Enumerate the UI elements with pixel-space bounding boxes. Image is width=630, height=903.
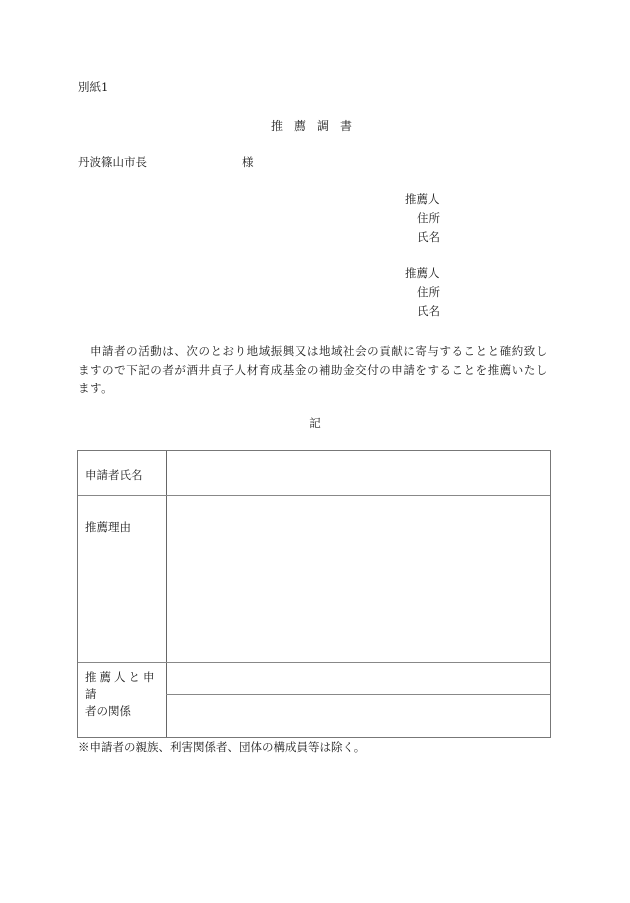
relationship-label-line2: 者の関係 [85, 704, 131, 718]
applicant-name-field[interactable] [168, 452, 548, 494]
footnote: ※申請者の親族、利害関係者、団体の構成員等は除く。 [78, 740, 366, 754]
recommender-address-label: 住所 [417, 285, 440, 299]
recommendation-reason-label: 推薦理由 [85, 520, 131, 534]
addressee: 丹波篠山市長 [78, 155, 147, 169]
ki-heading: 記 [309, 416, 321, 430]
relationship-field-1[interactable] [168, 664, 548, 693]
relationship-field-2[interactable] [168, 696, 548, 736]
row-divider [78, 662, 550, 663]
recommender-name-label: 氏名 [417, 304, 440, 318]
relationship-label [85, 669, 167, 720]
honorific: 様 [242, 155, 254, 169]
recommendation-form-table [77, 450, 551, 738]
recommender-name-label: 氏名 [417, 230, 440, 244]
body-paragraph: 申請者の活動は、次のとおり地域振興又は地域社会の貢献に寄与することと確約致しますので下記の者が酒井貞子人材育成基金の補助金交付の申請をすることを推薦いたします。 [78, 344, 548, 395]
recommendation-reason-field[interactable] [168, 497, 548, 661]
row-divider [166, 694, 550, 695]
document-title: 推薦調書 [270, 119, 363, 133]
appendix-label: 別紙1 [78, 80, 109, 94]
recommender-label: 推薦人 [405, 266, 440, 280]
relationship-label-line1: 推薦人と申請 [85, 670, 158, 701]
row-divider [78, 495, 550, 496]
recommender-address-label: 住所 [417, 211, 440, 225]
recommender-label: 推薦人 [405, 192, 440, 206]
applicant-name-label: 申請者氏名 [85, 468, 143, 482]
